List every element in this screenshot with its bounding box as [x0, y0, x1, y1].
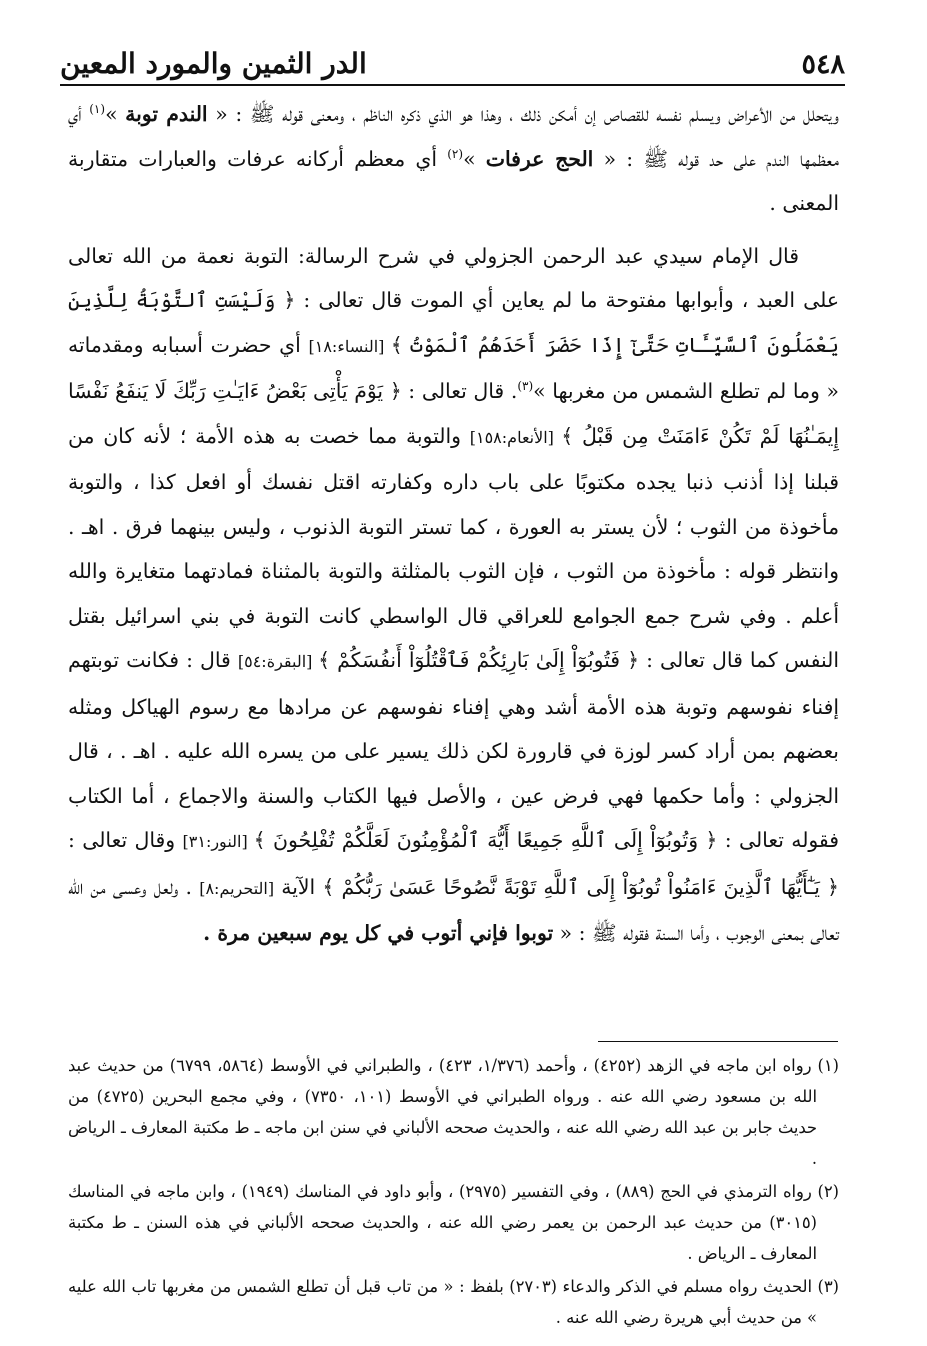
text-run: » — [463, 146, 486, 171]
text-run: وقال تعالى : — [68, 828, 183, 852]
page-header — [60, 38, 845, 86]
text-run: أي معظمها الندم على حد قوله ﷺ : « — [68, 102, 839, 171]
text-run: والتوبة مما خصت به هذه الأمة ؛ لأنه كان من قبلنا إذا أذنب ذنبا يجده مكتوبًا على باب داره وكفارته اقتل نفسك أو افعل كذا ، والتوبة مأخوذة من الثوب ؛ لأن يستر به العورة ، كما تستر التوبة الذنوب ، وليس بينهما فرق . اهـ . وانتظر قوله : مأخوذة من الثوب ، فإن الثوب بالمثلثة والتوبة بالمثناة فمادتهما متغايرة والله أعلم . وفي شرح جمع الجوامع للعراقي قال الواسطي كانت التوبة في بني اسرائيل بقتل النفس كما قال تعالى : — [68, 423, 840, 672]
quran-verse: ﴿ وَتُوبُوٓاْ إِلَى ٱللَّهِ جَمِيعًا أَيُّهَ ٱلْمُؤْمِنُونَ لَعَلَّكُمْ تُفْلِحُونَ ﴾ — [253, 828, 718, 852]
verse-reference: [التحريم:٨] — [199, 878, 275, 898]
verse-reference: [النساء:١٨] — [308, 336, 391, 356]
main-text — [68, 92, 839, 956]
footnote-3: (٣) الحديث رواه مسلم في الذكر والدعاء (٢٧٠٣) بلفظ : « من تاب قبل أن تطلع الشمس من مغربها تاب الله عليه » من حديث أبي هريرة رضي الله عنه . — [68, 1277, 839, 1327]
verse-reference: [البقرة:٥٤] — [237, 652, 319, 671]
text-run: . قال تعالى : — [401, 379, 518, 403]
text-run: » — [105, 102, 126, 126]
footnote-1: (١) رواه ابن ماجه في الزهد (٤٢٥٢) ، وأحمد (١/٣٧٦، ٤٢٣) ، والطبراني في الأوسط (٥٨٦٤، ٦٧٩٩) من حديث عبد الله بن مسعود رضي الله عنه . ورواه الطبراني في الأوسط (١٠١، ٧٣٥٠) ، وفي مجمع البحرين (٤٧٢٥) من حديث جابر بن عبد الله رضي الله عنه ، والحديث صححه الألباني في سنن ابن ماجه ـ ط مكتبة المعارف ـ الرياض . — [68, 1056, 839, 1168]
running-title: الدر الثمين والمورد المعين — [60, 47, 367, 80]
paragraph-1 — [68, 92, 839, 226]
text-run: أي حضرت أسبابه ومقدماته « وما لم تطلع الشمس من مغربها » — [68, 332, 839, 403]
text-run: . ولعل وعسى من الله تعالى بمعنى الوجوب ، وأما السنة فقوله ﷺ : « — [68, 874, 839, 945]
verse-reference: [الأنعام:١٥٨] — [469, 427, 562, 447]
footnotes — [68, 1050, 839, 1335]
verse-reference: [النور:٣١] — [182, 832, 254, 851]
text-run: الآية — [274, 874, 323, 899]
quran-verse: ﴿ يَـٰٓأَيُّهَا ٱلَّذِينَ ءَامَنُواْ تُوبُوٓاْ إِلَى ٱللَّهِ تَوْبَةً نَّصُوحًا عَسَىٰ رَبُّكُمْ ﴾ — [322, 874, 839, 899]
footnote-marker-2[interactable]: (٢) — [447, 146, 464, 161]
hadith-quote: توبوا فإني أتوب في كل يوم سبعين مرة . — [203, 921, 554, 945]
footnote-marker-1[interactable]: (١) — [89, 102, 106, 117]
quran-verse: ﴿ وَلَيْسَتِ ٱلتَّوْبَةُ لِلَّذِينَ يَعْمَلُونَ ٱلسَّيِّـَٔاتِ حَتَّىٰٓ إِذَا حَضَرَ أَحَدَهُمُ ٱلْمَوْتُ ﴾ — [68, 288, 839, 357]
text-run: ويتحلل من الأعراض ويسلم نفسه للقصاص إن أمكن ذلك ، وهذا هو الذي ذكره الناظم ، ومعنى قوله ﷺ : « — [207, 102, 839, 126]
quran-verse: ﴿ فَتُوبُوٓاْ إِلَىٰ بَارِئِكُمْ فَٱقْتُلُوٓاْ أَنفُسَكُمْ ﴾ — [318, 648, 640, 672]
footnote-marker-3[interactable]: (٣) — [517, 379, 534, 394]
page-number: ٥٤٨ — [801, 49, 845, 80]
quran-verse: ﴿ يَوْمَ يَأْتِى بَعْضُ ءَايَـٰتِ رَبِّكَ لَا يَنفَعُ نَفْسًا إِيمَـٰنُهَا لَمْ تَكُنْ ءَامَنَتْ مِن قَبْلُ ﴾ — [68, 379, 839, 448]
paragraph-2 — [68, 234, 839, 956]
text-run: قال : فكانت توبتهم إفناء نفوسهم وتوبة هذه الأمة أشد وهي إفناء نفوسهم عن مرادها مع رسوم الهياكل ومثله بعضهم بمن أراد كسر لوزة في قارورة لكن ذلك يسير على من يسره الله عليه . اهـ . ، قال الجزولي : وأما حكمها فهي فرض عين ، والأصل فيها الكتاب والسنة والاجماع ، أما الكتاب فقوله تعالى : — [68, 648, 839, 852]
text-run: أي معظم أركانه عرفات والعبارات متقاربة المعنى . — [68, 146, 839, 215]
hadith-quote: الندم توبة — [125, 102, 208, 126]
hadith-quote: الحج عرفات — [485, 146, 594, 171]
footnote-divider — [598, 1041, 838, 1042]
text-run: قال الإمام سيدي عبد الرحمن الجزولي في شرح الرسالة: التوبة نعمة من الله تعالى على العبد ، وأبوابها مفتوحة ما لم يعاين أي الموت قال تعالى : — [68, 243, 839, 312]
footnote-2: (٢) رواه الترمذي في الحج (٨٨٩) ، وفي التفسير (٢٩٧٥) ، وأبو داود في المناسك (١٩٤٩) ، وابن ماجه في المناسك (٣٠١٥) من حديث عبد الرحمن بن يعمر رضي الله عنه ، والحديث صححه الألباني في هذه السنن ـ ط مكتبة المعارف ـ الرياض . — [68, 1182, 840, 1263]
